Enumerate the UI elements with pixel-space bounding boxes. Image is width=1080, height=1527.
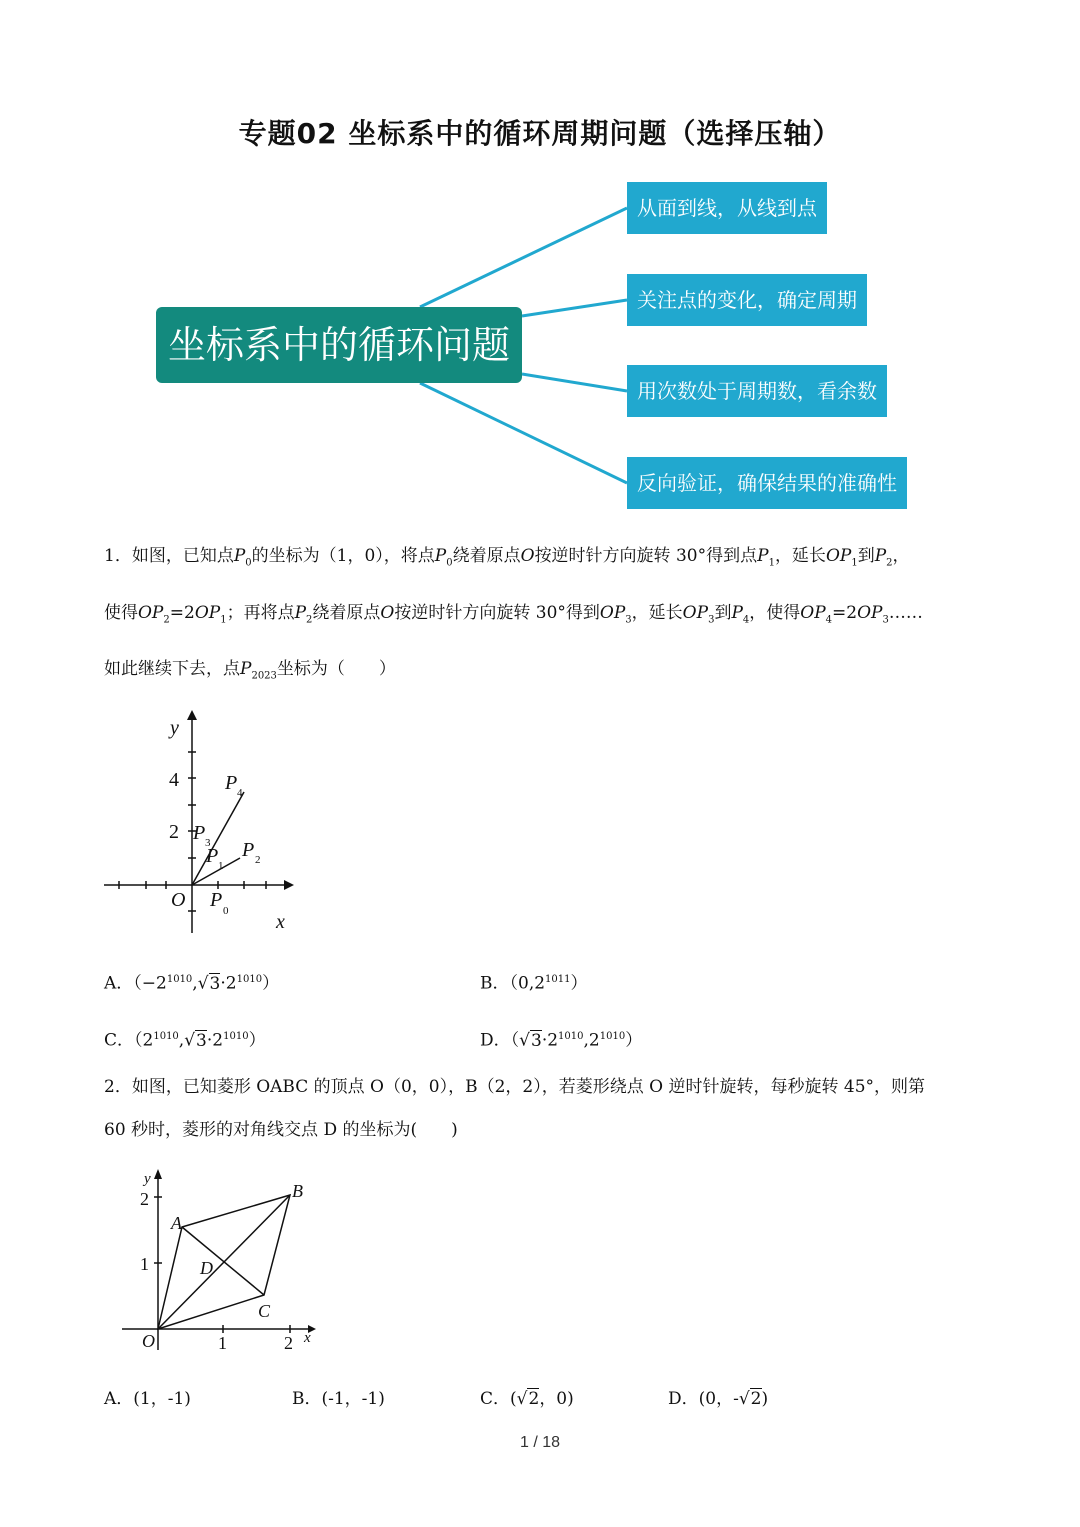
q2-label-d: D xyxy=(200,1258,213,1278)
q1-text: 坐标为（ ） xyxy=(276,659,396,679)
q2-y-arrow xyxy=(154,1169,162,1179)
option-text: , xyxy=(178,1030,185,1051)
option-text: ,2 xyxy=(583,1030,600,1051)
q2-option-d[interactable]: D．(0，-√2) xyxy=(668,1389,769,1409)
option-text: , xyxy=(192,973,198,994)
option-exponent: 1010 xyxy=(599,1031,626,1042)
q1-y-label: y xyxy=(170,717,179,739)
q1-label-p3-sub: 3 xyxy=(205,837,211,849)
q2-line-1: 2．如图，已知菱形 OABC 的顶点 O（0，0），B（2，2），若菱形绕点 O 逆时针旋转，每秒旋转 45°，则第 xyxy=(104,1077,926,1097)
q1-x-arrow xyxy=(284,880,294,890)
q1-text: 按逆时针方向旋转 30°得到 xyxy=(394,603,600,623)
q2-tick-label-y1: 1 xyxy=(140,1254,149,1274)
q1-line-2 xyxy=(104,601,923,632)
q1-subscript: 2023 xyxy=(251,670,277,682)
q1-origin-label: O xyxy=(171,889,186,911)
q1-option-c[interactable]: C．$(2^{1010},√3\cdot 2^{1010})$ xyxy=(104,1030,266,1051)
q1-subscript: 2 xyxy=(886,557,893,569)
q1-subscript: 1 xyxy=(768,557,775,569)
q1-text: 绕着原点 xyxy=(312,603,381,623)
connector-4 xyxy=(420,383,627,483)
option-exponent: 1010 xyxy=(153,1031,179,1042)
connector-1 xyxy=(420,208,627,307)
q1-label-p4: P xyxy=(225,772,238,794)
mind-map xyxy=(0,170,1080,520)
q1-label-p4-sub: 4 xyxy=(237,787,243,799)
q1-text: 如此继续下去，点 xyxy=(104,659,240,679)
q1-symbol: P xyxy=(240,659,252,679)
q1-symbol: OP xyxy=(194,603,221,623)
mind-map-center-node: 坐标系中的循环问题 xyxy=(156,307,522,383)
q2-tick-label-y2: 2 xyxy=(140,1189,149,1209)
q1-label-p0: P xyxy=(210,889,223,911)
q2-option-a[interactable]: A．(1，-1) xyxy=(104,1389,191,1409)
connector-3 xyxy=(522,374,627,391)
option-text: ，0) xyxy=(539,1389,574,1409)
option-exponent: 1010 xyxy=(166,974,193,985)
q1-text: 的坐标为（1，0），将点 xyxy=(251,546,435,566)
q1-text: 到 xyxy=(857,546,875,566)
q2-diagonal-ac xyxy=(182,1227,264,1295)
q1-symbol: P xyxy=(731,603,743,623)
mind-map-branch-3: 用次数处于周期数，看余数 xyxy=(627,365,887,417)
connector-2 xyxy=(522,300,627,316)
q1-text: =2 xyxy=(169,603,195,623)
q1-subscript: 3 xyxy=(882,614,889,626)
q1-label-p1: P xyxy=(206,845,219,867)
q1-subscript: 4 xyxy=(825,614,833,626)
option-text: ·2 xyxy=(206,1030,224,1051)
option-label: A．（ xyxy=(104,973,142,994)
q1-figure xyxy=(100,708,300,938)
q2-figure xyxy=(118,1165,328,1360)
q1-text: 到 xyxy=(714,603,732,623)
q1-y-arrow xyxy=(187,710,197,720)
q1-label-p2-sub: 2 xyxy=(255,854,261,866)
option-radicand: 2 xyxy=(528,1389,540,1409)
q1-text: ，延长 xyxy=(774,546,826,566)
q1-number: 1． xyxy=(104,546,132,566)
q1-tick-label-2: 2 xyxy=(169,821,179,843)
q1-text: 绕着原点 xyxy=(452,546,521,566)
q1-subscript: 1 xyxy=(220,614,227,626)
q1-text: ，延长 xyxy=(631,603,683,623)
option-label: D．（ xyxy=(480,1030,520,1051)
option-exponent: 1010 xyxy=(223,1031,249,1042)
option-radicand: 3 xyxy=(530,1030,542,1051)
option-radicand: 3 xyxy=(196,1030,207,1051)
q1-symbol: P xyxy=(874,546,887,566)
q1-option-a[interactable]: A．$(-2^{1010},√3\cdot 2^{1010})$ xyxy=(104,973,280,994)
q2-y-label: y xyxy=(144,1171,151,1187)
q1-symbol: P xyxy=(294,603,307,623)
mind-map-branch-2: 关注点的变化，确定周期 xyxy=(627,274,867,326)
q1-text: 如图，已知点 xyxy=(131,546,234,566)
option-text: ） xyxy=(625,1030,643,1051)
option-text: ） xyxy=(262,973,280,994)
q1-subscript: 1 xyxy=(851,557,858,569)
option-exponent: 1010 xyxy=(236,974,263,985)
q1-symbol: O xyxy=(520,546,535,566)
q1-subscript: 3 xyxy=(625,614,632,626)
q1-line-3 xyxy=(104,657,396,688)
q1-text: ；再将点 xyxy=(226,603,295,623)
option-exponent: 1011 xyxy=(545,974,571,985)
q2-option-b[interactable]: B．(-1，-1) xyxy=(292,1389,385,1409)
q1-symbol: P xyxy=(434,546,447,566)
q1-option-d[interactable]: D．$(√3\cdot 2^{1010},2^{1010})$ xyxy=(480,1030,643,1051)
q2-label-o: O xyxy=(142,1331,155,1351)
q1-symbol: OP xyxy=(138,603,164,623)
option-radicand: 2 xyxy=(750,1389,762,1409)
q1-label-p3: P xyxy=(193,822,206,844)
q1-subscript: 2 xyxy=(163,614,170,626)
q2-tick-label-x1: 1 xyxy=(218,1333,227,1353)
q1-text: =2 xyxy=(832,603,858,623)
q2-option-c[interactable]: C．(√2，0) xyxy=(480,1389,574,1409)
q2-label-a: A xyxy=(171,1213,182,1233)
option-text: D．(0，- xyxy=(668,1389,739,1409)
option-text: ） xyxy=(570,973,588,994)
q2-tick-label-x2: 2 xyxy=(284,1333,293,1353)
q1-subscript: 3 xyxy=(708,614,715,626)
option-exponent: 1010 xyxy=(558,1031,584,1042)
q1-text: 按逆时针方向旋转 30°得到点 xyxy=(534,546,758,566)
q1-text: …… xyxy=(888,603,923,623)
option-text: −2 xyxy=(141,973,167,994)
q1-line-1: 1．如图，已知点$P_0$的坐标为（1，0），将点$P_0$绕着原点O按逆时针方向旋转 30°得到点$P_1$，延长$OP_1$到$P_2$， xyxy=(104,546,910,569)
q1-subscript: 2 xyxy=(306,614,313,626)
q1-subscript: 0 xyxy=(245,557,252,569)
q1-symbol: OP xyxy=(857,603,883,623)
option-text: C．( xyxy=(480,1389,517,1409)
q2-label-b: B xyxy=(292,1181,303,1201)
q1-symbol: P xyxy=(757,546,769,566)
option-label: B．（ xyxy=(480,973,518,994)
q1-label-p2: P xyxy=(242,839,255,861)
option-text: ) xyxy=(761,1389,769,1409)
q1-subscript: 4 xyxy=(742,614,750,626)
q1-label-p1-sub: 1 xyxy=(218,860,224,872)
q1-symbol: OP xyxy=(682,603,709,623)
option-text: ·2 xyxy=(220,973,237,994)
q1-x-label: x xyxy=(276,911,285,933)
q1-tick-label-4: 4 xyxy=(169,769,179,791)
q1-text: ，使得 xyxy=(749,603,801,623)
q1-symbol: OP xyxy=(825,546,852,566)
q2-x-label: x xyxy=(304,1330,311,1346)
option-text: 0,2 xyxy=(518,973,546,994)
option-text: ） xyxy=(248,1030,266,1051)
page-title: 专题02 坐标系中的循环周期问题（选择压轴） xyxy=(238,117,842,150)
option-text: 2 xyxy=(142,1030,154,1051)
q1-symbol: O xyxy=(380,603,395,623)
q2-line-2: 60 秒时，菱形的对角线交点 D 的坐标为( ) xyxy=(104,1120,458,1140)
option-text: ·2 xyxy=(541,1030,559,1051)
option-label: C．（ xyxy=(104,1030,143,1051)
option-radicand: 3 xyxy=(209,973,221,994)
mind-map-branch-1: 从面到线，从线到点 xyxy=(627,182,827,234)
q1-label-p0-sub: 0 xyxy=(223,905,229,917)
q1-symbol: OP xyxy=(599,603,626,623)
page-number: 1 / 18 xyxy=(519,1434,561,1451)
q1-subscript: 0 xyxy=(446,557,453,569)
q1-option-b[interactable] xyxy=(480,968,588,996)
q1-symbol: P xyxy=(233,546,246,566)
q1-symbol: OP xyxy=(800,603,826,623)
q1-text: 使得 xyxy=(104,603,138,623)
q2-label-c: C xyxy=(258,1301,271,1321)
mind-map-branch-4: 反向验证，确保结果的准确性 xyxy=(627,457,907,509)
